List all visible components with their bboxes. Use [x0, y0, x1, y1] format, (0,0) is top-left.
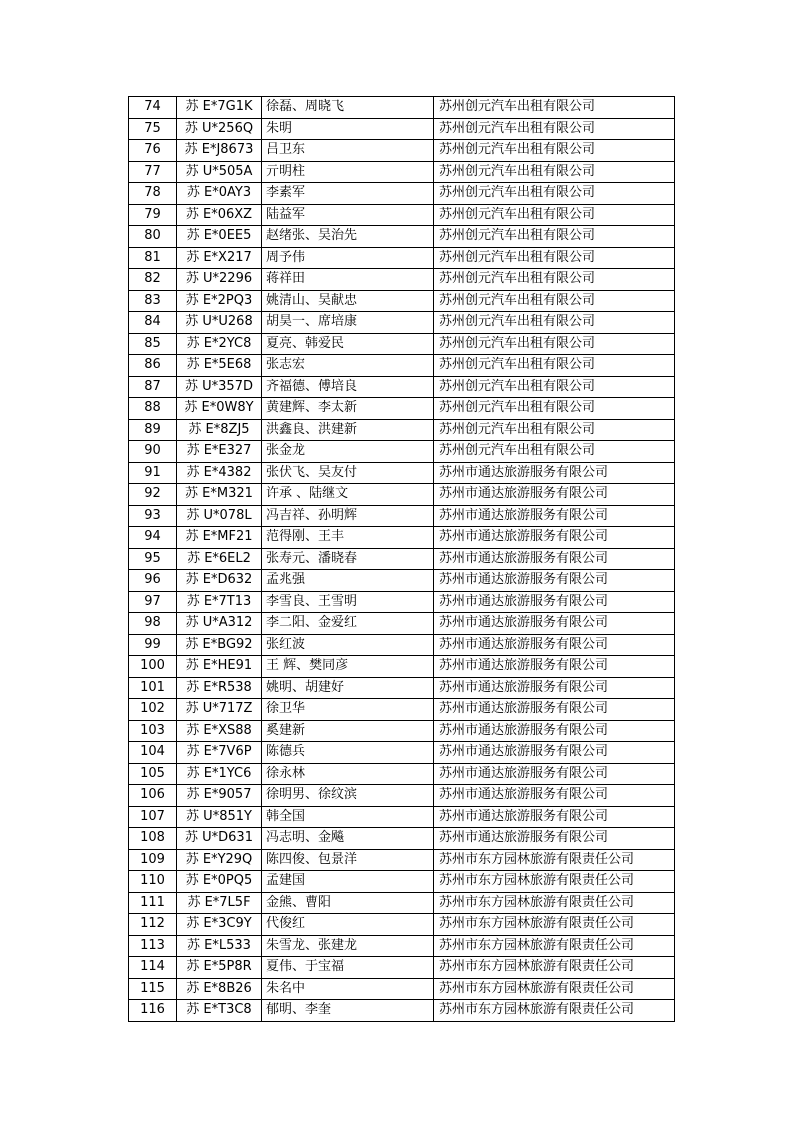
table-row [129, 935, 675, 957]
table-row [129, 785, 675, 807]
plate-number-cell: 苏 E*L533 [177, 935, 262, 957]
table-row [129, 419, 675, 441]
row-number-cell: 106 [129, 785, 177, 807]
row-number-cell: 116 [129, 1000, 177, 1022]
plate-number-cell: 苏 E*06XZ [177, 204, 262, 226]
table-row [129, 355, 675, 377]
row-number-cell: 98 [129, 613, 177, 635]
company-name-cell: 苏州创元汽车出租有限公司 [434, 419, 675, 441]
table-row [129, 527, 675, 549]
table-row [129, 333, 675, 355]
driver-names-cell: 姚清山、吴献忠 [262, 290, 434, 312]
driver-names-cell: 金熊、曹阳 [262, 892, 434, 914]
plate-number-cell: 苏 E*T3C8 [177, 1000, 262, 1022]
driver-names-cell: 李雪良、王雪明 [262, 591, 434, 613]
row-number-cell: 110 [129, 871, 177, 893]
driver-names-cell: 张红波 [262, 634, 434, 656]
driver-names-cell: 张志宏 [262, 355, 434, 377]
table-row [129, 226, 675, 248]
company-name-cell: 苏州创元汽车出租有限公司 [434, 204, 675, 226]
row-number-cell: 97 [129, 591, 177, 613]
table-row [129, 204, 675, 226]
table-row [129, 656, 675, 678]
table-row [129, 806, 675, 828]
row-number-cell: 101 [129, 677, 177, 699]
driver-names-cell: 徐永林 [262, 763, 434, 785]
company-name-cell: 苏州市通达旅游服务有限公司 [434, 613, 675, 635]
company-name-cell: 苏州市通达旅游服务有限公司 [434, 763, 675, 785]
plate-number-cell: 苏 U*U268 [177, 312, 262, 334]
row-number-cell: 93 [129, 505, 177, 527]
plate-number-cell: 苏 E*7T13 [177, 591, 262, 613]
table-row [129, 441, 675, 463]
row-number-cell: 77 [129, 161, 177, 183]
company-name-cell: 苏州市通达旅游服务有限公司 [434, 462, 675, 484]
row-number-cell: 109 [129, 849, 177, 871]
driver-names-cell: 王 辉、樊同彦 [262, 656, 434, 678]
company-name-cell: 苏州创元汽车出租有限公司 [434, 376, 675, 398]
plate-number-cell: 苏 E*XS88 [177, 720, 262, 742]
plate-number-cell: 苏 E*0W8Y [177, 398, 262, 420]
plate-number-cell: 苏 E*D632 [177, 570, 262, 592]
driver-names-cell: 胡昊一、席培康 [262, 312, 434, 334]
plate-number-cell: 苏 E*X217 [177, 247, 262, 269]
table-row [129, 462, 675, 484]
plate-number-cell: 苏 E*M321 [177, 484, 262, 506]
plate-number-cell: 苏 E*Y29Q [177, 849, 262, 871]
company-name-cell: 苏州市通达旅游服务有限公司 [434, 828, 675, 850]
row-number-cell: 88 [129, 398, 177, 420]
row-number-cell: 76 [129, 140, 177, 162]
row-number-cell: 102 [129, 699, 177, 721]
plate-number-cell: 苏 E*3C9Y [177, 914, 262, 936]
plate-number-cell: 苏 U*357D [177, 376, 262, 398]
driver-names-cell: 陆益军 [262, 204, 434, 226]
company-name-cell: 苏州市通达旅游服务有限公司 [434, 699, 675, 721]
vehicle-registry-table [128, 96, 675, 1022]
driver-names-cell: 朱明 [262, 118, 434, 140]
plate-number-cell: 苏 E*5P8R [177, 957, 262, 979]
driver-names-cell: 张寿元、潘晓春 [262, 548, 434, 570]
row-number-cell: 95 [129, 548, 177, 570]
driver-names-cell: 张金龙 [262, 441, 434, 463]
plate-number-cell: 苏 E*MF21 [177, 527, 262, 549]
driver-names-cell: 韩全国 [262, 806, 434, 828]
driver-names-cell: 齐福德、傅培良 [262, 376, 434, 398]
table-row [129, 978, 675, 1000]
company-name-cell: 苏州市通达旅游服务有限公司 [434, 591, 675, 613]
table-row [129, 140, 675, 162]
company-name-cell: 苏州市东方园林旅游有限责任公司 [434, 849, 675, 871]
company-name-cell: 苏州市东方园林旅游有限责任公司 [434, 935, 675, 957]
row-number-cell: 107 [129, 806, 177, 828]
company-name-cell: 苏州市通达旅游服务有限公司 [434, 634, 675, 656]
driver-names-cell: 陈德兵 [262, 742, 434, 764]
table-row [129, 720, 675, 742]
driver-names-cell: 蒋祥田 [262, 269, 434, 291]
table-row [129, 634, 675, 656]
driver-names-cell: 徐明男、徐纹滨 [262, 785, 434, 807]
company-name-cell: 苏州创元汽车出租有限公司 [434, 333, 675, 355]
table-row [129, 763, 675, 785]
plate-number-cell: 苏 U*851Y [177, 806, 262, 828]
driver-names-cell: 朱名中 [262, 978, 434, 1000]
company-name-cell: 苏州创元汽车出租有限公司 [434, 441, 675, 463]
row-number-cell: 92 [129, 484, 177, 506]
row-number-cell: 114 [129, 957, 177, 979]
row-number-cell: 83 [129, 290, 177, 312]
company-name-cell: 苏州创元汽车出租有限公司 [434, 183, 675, 205]
row-number-cell: 82 [129, 269, 177, 291]
company-name-cell: 苏州市通达旅游服务有限公司 [434, 677, 675, 699]
row-number-cell: 108 [129, 828, 177, 850]
plate-number-cell: 苏 E*R538 [177, 677, 262, 699]
row-number-cell: 90 [129, 441, 177, 463]
row-number-cell: 84 [129, 312, 177, 334]
company-name-cell: 苏州市东方园林旅游有限责任公司 [434, 914, 675, 936]
table-row [129, 892, 675, 914]
row-number-cell: 79 [129, 204, 177, 226]
company-name-cell: 苏州市东方园林旅游有限责任公司 [434, 978, 675, 1000]
driver-names-cell: 朱雪龙、张建龙 [262, 935, 434, 957]
plate-number-cell: 苏 E*8ZJ5 [177, 419, 262, 441]
driver-names-cell: 孟建国 [262, 871, 434, 893]
table-row [129, 376, 675, 398]
driver-names-cell: 徐卫华 [262, 699, 434, 721]
plate-number-cell: 苏 U*D631 [177, 828, 262, 850]
driver-names-cell: 洪鑫良、洪建新 [262, 419, 434, 441]
company-name-cell: 苏州创元汽车出租有限公司 [434, 247, 675, 269]
driver-names-cell: 代俊红 [262, 914, 434, 936]
table-row [129, 613, 675, 635]
row-number-cell: 75 [129, 118, 177, 140]
table-row [129, 505, 675, 527]
table-row [129, 914, 675, 936]
table-row [129, 828, 675, 850]
company-name-cell: 苏州市通达旅游服务有限公司 [434, 570, 675, 592]
company-name-cell: 苏州市东方园林旅游有限责任公司 [434, 1000, 675, 1022]
company-name-cell: 苏州创元汽车出租有限公司 [434, 161, 675, 183]
driver-names-cell: 黄建辉、李太新 [262, 398, 434, 420]
table-row [129, 290, 675, 312]
company-name-cell: 苏州创元汽车出租有限公司 [434, 226, 675, 248]
driver-names-cell: 姚明、胡建好 [262, 677, 434, 699]
row-number-cell: 87 [129, 376, 177, 398]
plate-number-cell: 苏 E*4382 [177, 462, 262, 484]
plate-number-cell: 苏 E*0EE5 [177, 226, 262, 248]
driver-names-cell: 夏亮、韩爱民 [262, 333, 434, 355]
company-name-cell: 苏州市通达旅游服务有限公司 [434, 656, 675, 678]
driver-names-cell: 李素军 [262, 183, 434, 205]
plate-number-cell: 苏 E*HE91 [177, 656, 262, 678]
driver-names-cell: 夏伟、于宝福 [262, 957, 434, 979]
row-number-cell: 104 [129, 742, 177, 764]
table-row [129, 591, 675, 613]
company-name-cell: 苏州市东方园林旅游有限责任公司 [434, 892, 675, 914]
table-row [129, 677, 675, 699]
table-row [129, 548, 675, 570]
table-body [129, 97, 675, 1022]
company-name-cell: 苏州市东方园林旅游有限责任公司 [434, 871, 675, 893]
table-row [129, 699, 675, 721]
driver-names-cell: 冯志明、金飚 [262, 828, 434, 850]
plate-number-cell: 苏 E*BG92 [177, 634, 262, 656]
table-row [129, 312, 675, 334]
table-row [129, 118, 675, 140]
driver-names-cell: 李二阳、金爱红 [262, 613, 434, 635]
table-row [129, 183, 675, 205]
table-row [129, 957, 675, 979]
company-name-cell: 苏州市通达旅游服务有限公司 [434, 720, 675, 742]
company-name-cell: 苏州创元汽车出租有限公司 [434, 355, 675, 377]
company-name-cell: 苏州市通达旅游服务有限公司 [434, 806, 675, 828]
driver-names-cell: 陈四俊、包景洋 [262, 849, 434, 871]
driver-names-cell: 孟兆强 [262, 570, 434, 592]
row-number-cell: 111 [129, 892, 177, 914]
company-name-cell: 苏州市通达旅游服务有限公司 [434, 527, 675, 549]
company-name-cell: 苏州创元汽车出租有限公司 [434, 140, 675, 162]
table-row [129, 570, 675, 592]
company-name-cell: 苏州市通达旅游服务有限公司 [434, 505, 675, 527]
plate-number-cell: 苏 E*7V6P [177, 742, 262, 764]
company-name-cell: 苏州创元汽车出租有限公司 [434, 312, 675, 334]
driver-names-cell: 亓明柱 [262, 161, 434, 183]
plate-number-cell: 苏 U*2296 [177, 269, 262, 291]
row-number-cell: 91 [129, 462, 177, 484]
row-number-cell: 78 [129, 183, 177, 205]
table-row [129, 871, 675, 893]
driver-names-cell: 冯吉祥、孙明辉 [262, 505, 434, 527]
row-number-cell: 113 [129, 935, 177, 957]
company-name-cell: 苏州创元汽车出租有限公司 [434, 290, 675, 312]
table-row [129, 269, 675, 291]
driver-names-cell: 周予伟 [262, 247, 434, 269]
table-row [129, 1000, 675, 1022]
table-row [129, 97, 675, 119]
plate-number-cell: 苏 U*717Z [177, 699, 262, 721]
plate-number-cell: 苏 U*078L [177, 505, 262, 527]
table-row [129, 849, 675, 871]
row-number-cell: 115 [129, 978, 177, 1000]
row-number-cell: 85 [129, 333, 177, 355]
row-number-cell: 81 [129, 247, 177, 269]
row-number-cell: 74 [129, 97, 177, 119]
plate-number-cell: 苏 E*7G1K [177, 97, 262, 119]
plate-number-cell: 苏 E*E327 [177, 441, 262, 463]
row-number-cell: 89 [129, 419, 177, 441]
table-row [129, 484, 675, 506]
plate-number-cell: 苏 U*256Q [177, 118, 262, 140]
company-name-cell: 苏州市通达旅游服务有限公司 [434, 742, 675, 764]
company-name-cell: 苏州市通达旅游服务有限公司 [434, 548, 675, 570]
driver-names-cell: 范得刚、王丰 [262, 527, 434, 549]
row-number-cell: 105 [129, 763, 177, 785]
plate-number-cell: 苏 E*J8673 [177, 140, 262, 162]
plate-number-cell: 苏 U*505A [177, 161, 262, 183]
table-row [129, 398, 675, 420]
plate-number-cell: 苏 E*0AY3 [177, 183, 262, 205]
company-name-cell: 苏州市通达旅游服务有限公司 [434, 785, 675, 807]
row-number-cell: 80 [129, 226, 177, 248]
driver-names-cell: 吕卫东 [262, 140, 434, 162]
driver-names-cell: 许承 、陆继文 [262, 484, 434, 506]
driver-names-cell: 张伏飞、吴友付 [262, 462, 434, 484]
plate-number-cell: 苏 U*A312 [177, 613, 262, 635]
row-number-cell: 112 [129, 914, 177, 936]
company-name-cell: 苏州创元汽车出租有限公司 [434, 269, 675, 291]
row-number-cell: 100 [129, 656, 177, 678]
row-number-cell: 94 [129, 527, 177, 549]
company-name-cell: 苏州市东方园林旅游有限责任公司 [434, 957, 675, 979]
row-number-cell: 99 [129, 634, 177, 656]
plate-number-cell: 苏 E*7L5F [177, 892, 262, 914]
plate-number-cell: 苏 E*8B26 [177, 978, 262, 1000]
company-name-cell: 苏州创元汽车出租有限公司 [434, 398, 675, 420]
plate-number-cell: 苏 E*6EL2 [177, 548, 262, 570]
driver-names-cell: 赵绪张、吴治先 [262, 226, 434, 248]
plate-number-cell: 苏 E*1YC6 [177, 763, 262, 785]
plate-number-cell: 苏 E*2PQ3 [177, 290, 262, 312]
driver-names-cell: 奚建新 [262, 720, 434, 742]
company-name-cell: 苏州创元汽车出租有限公司 [434, 118, 675, 140]
table-row [129, 247, 675, 269]
plate-number-cell: 苏 E*2YC8 [177, 333, 262, 355]
plate-number-cell: 苏 E*5E68 [177, 355, 262, 377]
row-number-cell: 86 [129, 355, 177, 377]
company-name-cell: 苏州市通达旅游服务有限公司 [434, 484, 675, 506]
table-row [129, 742, 675, 764]
plate-number-cell: 苏 E*0PQ5 [177, 871, 262, 893]
driver-names-cell: 郁明、李奎 [262, 1000, 434, 1022]
plate-number-cell: 苏 E*9057 [177, 785, 262, 807]
row-number-cell: 103 [129, 720, 177, 742]
row-number-cell: 96 [129, 570, 177, 592]
table-row [129, 161, 675, 183]
company-name-cell: 苏州创元汽车出租有限公司 [434, 97, 675, 119]
driver-names-cell: 徐磊、周晓飞 [262, 97, 434, 119]
